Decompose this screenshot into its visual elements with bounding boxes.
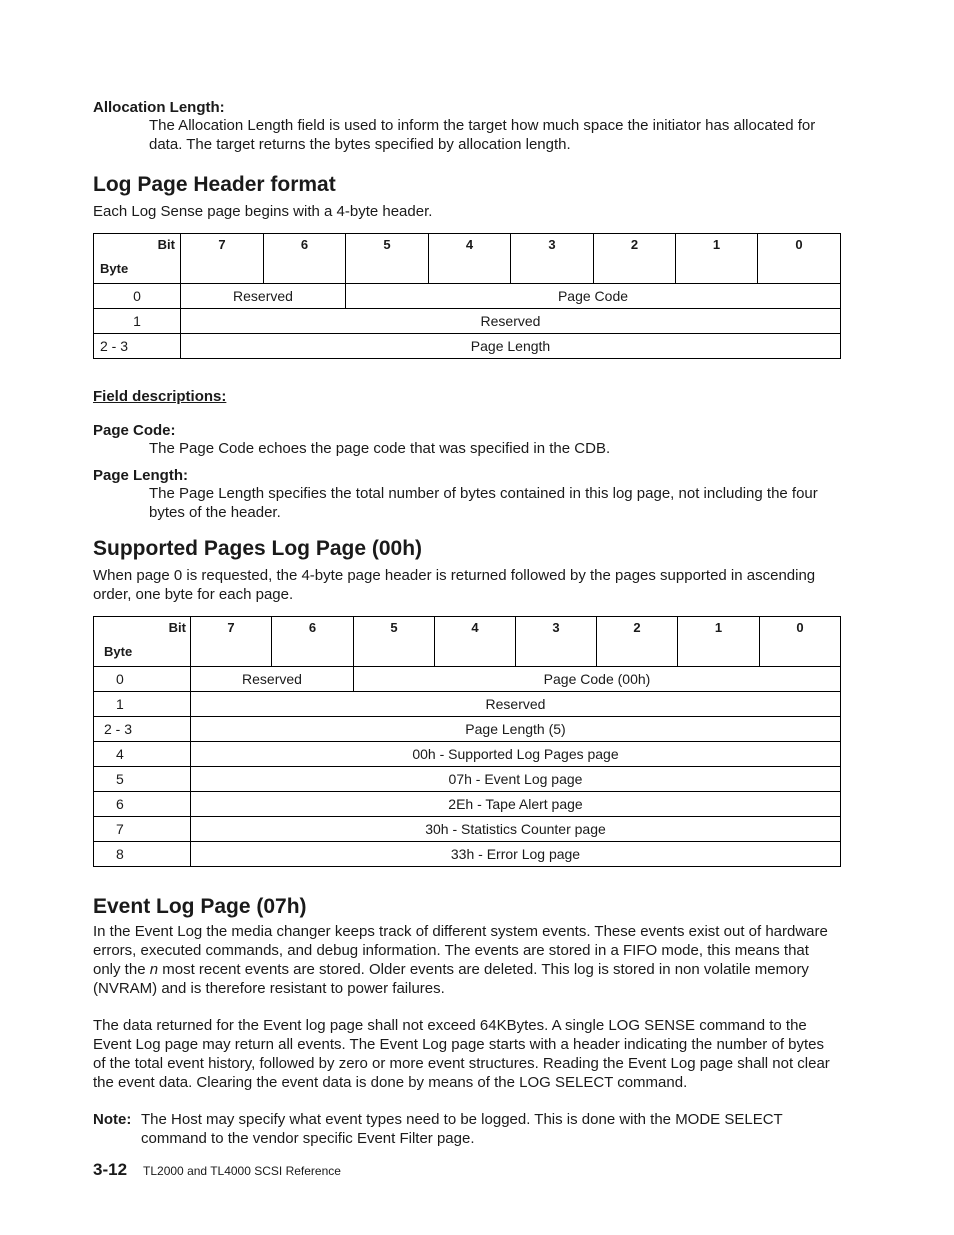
supported-pages-section: [93, 536, 840, 604]
byte-cell: 6: [94, 792, 191, 817]
allocation-length-text: The Allocation Length field is used to inform the target how much space the initiator has allocated for data. The target returns the bytes specified by allocation length.: [149, 117, 816, 153]
byte-cell: 0: [94, 667, 191, 692]
bit-label: Bit: [157, 237, 175, 252]
page-code-term: Page Code:: [93, 422, 176, 439]
allocation-length-section: [93, 99, 840, 154]
note-label: Note:: [93, 1111, 132, 1128]
byte-cell: 0: [94, 284, 181, 309]
byte-cell: 4: [94, 742, 191, 767]
value-cell: Reserved: [181, 309, 841, 334]
value-cell: 2Eh - Tape Alert page: [191, 792, 841, 817]
table-row: [94, 842, 841, 867]
byte-cell: 1: [94, 309, 181, 334]
bit-byte-corner: [94, 617, 191, 667]
bit-header: 3: [516, 617, 597, 667]
bit-header: 5: [346, 234, 429, 284]
value-cell: 33h - Error Log page: [191, 842, 841, 867]
table-row: [94, 717, 841, 742]
event-log-title: Event Log Page (07h): [93, 895, 307, 918]
reserved-cell: Reserved: [191, 667, 354, 692]
note-text: The Host may specify what event types need to be logged. This is done with the MODE SELECT command to the vendor specific Event Filter page.: [141, 1111, 783, 1147]
event-log-paragraph-1: In the Event Log the media changer keeps track of different system events. These events exist out of hardware errors, executed commands, and debug information. The events are stored in a FIFO mode, this means that only the n most recent events are stored. Older events are deleted. This log is stored in non volatile memory (NVRAM) and is therefore resistant to power failures.: [93, 923, 828, 997]
document-title: TL2000 and TL4000 SCSI Reference: [143, 1164, 341, 1178]
byte-label: Byte: [104, 644, 133, 659]
log-header-section: [93, 172, 840, 221]
value-cell: 07h - Event Log page: [191, 767, 841, 792]
bit-header: 2: [594, 234, 676, 284]
page-number: 3-12: [93, 1160, 128, 1179]
log-header-intro: Each Log Sense page begins with a 4-byte header.: [93, 203, 433, 220]
supported-pages-title: Supported Pages Log Page (00h): [93, 537, 423, 560]
table-header-row: [94, 234, 841, 284]
table-row: [94, 692, 841, 717]
table-row: [94, 817, 841, 842]
value-cell: 30h - Statistics Counter page: [191, 817, 841, 842]
table-row: [94, 334, 841, 359]
page-code-text: The Page Code echoes the page code that was specified in the CDB.: [149, 440, 611, 457]
table-row: [94, 284, 841, 309]
byte-cell: 8: [94, 842, 191, 867]
log-header-table: [93, 233, 841, 359]
allocation-length-term: Allocation Length:: [93, 99, 225, 116]
byte-cell: 7: [94, 817, 191, 842]
table-header-row: [94, 617, 841, 667]
bit-label: Bit: [168, 620, 186, 635]
supported-pages-table: [93, 616, 841, 867]
note: [93, 1110, 840, 1148]
table-row: [94, 309, 841, 334]
bit-byte-corner: [94, 234, 181, 284]
bit-header: 0: [758, 234, 841, 284]
bit-header: 4: [429, 234, 511, 284]
byte-label: Byte: [100, 261, 129, 276]
value-cell: 00h - Supported Log Pages page: [191, 742, 841, 767]
bit-header: 6: [272, 617, 354, 667]
event-log-section: [93, 894, 840, 1148]
byte-cell: 1: [94, 692, 191, 717]
bit-header: 4: [435, 617, 516, 667]
bit-header: 5: [354, 617, 435, 667]
bit-header: 7: [191, 617, 272, 667]
table-row: [94, 792, 841, 817]
table-row: [94, 767, 841, 792]
byte-cell: 2 - 3: [94, 334, 181, 359]
bit-header: 0: [760, 617, 841, 667]
bit-header: 2: [597, 617, 678, 667]
supported-pages-intro: When page 0 is requested, the 4-byte page header is returned followed by the pages supported in ascending order, one byte for each page.: [93, 567, 816, 603]
bit-header: 1: [676, 234, 758, 284]
value-cell: Page Length: [181, 334, 841, 359]
value-cell: Page Length (5): [191, 717, 841, 742]
page-code-cell: Page Code (00h): [354, 667, 841, 692]
bit-header: 7: [181, 234, 264, 284]
bit-header: 1: [678, 617, 760, 667]
table-row: [94, 667, 841, 692]
byte-cell: 5: [94, 767, 191, 792]
field-descriptions-title: Field descriptions:: [93, 388, 227, 405]
page-length-term: Page Length:: [93, 467, 189, 484]
bit-header: 6: [264, 234, 346, 284]
reserved-cell: Reserved: [181, 284, 346, 309]
field-descriptions-section: [93, 388, 840, 522]
table-row: [94, 742, 841, 767]
page-footer: [93, 1160, 341, 1180]
byte-cell: 2 - 3: [94, 717, 191, 742]
event-log-paragraph-2: The data returned for the Event log page shall not exceed 64KBytes. A single LOG SENSE command to the Event Log page may return all events. The Event Log page starts with a header indicating the number of bytes of the total event history, followed by zero or more event structures. Reading the Event Log page shall not clear the event data. Clearing the event data is done by means of the LOG SELECT command.: [93, 1017, 830, 1091]
page-code-cell: Page Code: [346, 284, 841, 309]
bit-header: 3: [511, 234, 594, 284]
page-length-text: The Page Length specifies the total number of bytes contained in this log page, not including the four bytes of the header.: [149, 485, 818, 521]
log-header-title: Log Page Header format: [93, 173, 336, 196]
value-cell: Reserved: [191, 692, 841, 717]
